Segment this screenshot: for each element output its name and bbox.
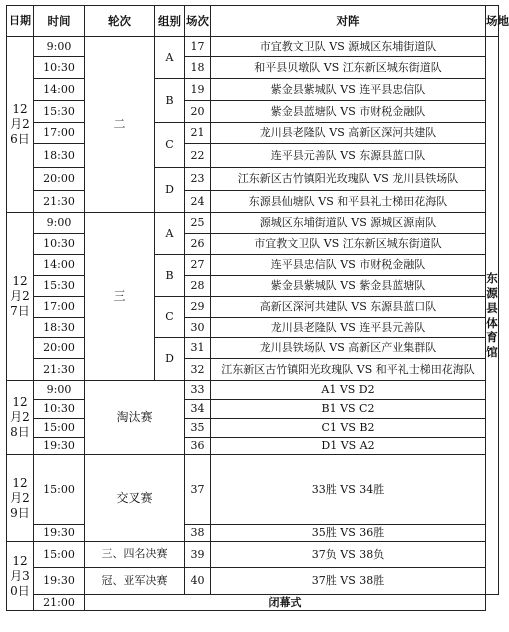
header-time: 时间 xyxy=(34,6,85,37)
table-row xyxy=(7,568,499,595)
matchup-cell: 江东新区古竹镇阳光玫瑰队 VS 龙川县铁场队 xyxy=(211,168,486,191)
match-no-cell: 28 xyxy=(185,276,211,297)
match-no-cell: 27 xyxy=(185,255,211,276)
table-row xyxy=(7,37,499,57)
group-cell: A xyxy=(155,37,185,79)
group-cell: B xyxy=(155,79,185,123)
time-cell: 18:30 xyxy=(34,144,85,168)
group-cell: C xyxy=(155,297,185,338)
time-cell: 17:00 xyxy=(34,123,85,144)
matchup-cell: 37负 VS 38负 xyxy=(211,542,486,568)
match-no-cell: 17 xyxy=(185,37,211,57)
match-no-cell: 21 xyxy=(185,123,211,144)
table-row xyxy=(7,276,499,297)
matchup-cell: 紫金县紫城队 VS 紫金县蓝塘队 xyxy=(211,276,486,297)
round-cell: 冠、亚军决赛 xyxy=(85,568,185,595)
venue-cell: 东源县体育馆 xyxy=(486,37,499,595)
date-cell: 12月26日 xyxy=(7,37,34,213)
table-row xyxy=(7,213,499,234)
time-cell: 18:30 xyxy=(34,318,85,338)
table-row xyxy=(7,542,499,568)
match-no-cell: 40 xyxy=(185,568,211,595)
date-cell: 12月27日 xyxy=(7,213,34,381)
matchup-cell: 市宜教文卫队 VS 源城区东埔街道队 xyxy=(211,37,486,57)
time-cell: 10:30 xyxy=(34,234,85,255)
header-venue: 场地 xyxy=(486,6,499,37)
header-date: 日期 xyxy=(7,6,34,37)
table-row xyxy=(7,79,499,101)
table-row xyxy=(7,381,499,400)
matchup-cell: 东源县仙塘队 VS 和平县礼士梯田花海队 xyxy=(211,191,486,213)
matchup-cell: 龙川县老隆队 VS 连平县元善队 xyxy=(211,318,486,338)
table-row xyxy=(7,57,499,79)
round-cell: 三 xyxy=(85,213,155,381)
matchup-cell: 市宜教文卫队 VS 江东新区城东街道队 xyxy=(211,234,486,255)
match-no-cell: 29 xyxy=(185,297,211,318)
group-cell: D xyxy=(155,168,185,213)
matchup-cell: 和平县贝墩队 VS 江东新区城东街道队 xyxy=(211,57,486,79)
time-cell: 17:00 xyxy=(34,297,85,318)
matchup-cell: 紫金县紫城队 VS 连平县忠信队 xyxy=(211,79,486,101)
match-no-cell: 39 xyxy=(185,542,211,568)
matchup-cell: 连平县忠信队 VS 市财税金融队 xyxy=(211,255,486,276)
matchup-cell: 龙川县老隆队 VS 高新区深河共建队 xyxy=(211,123,486,144)
date-cell: 12月28日 xyxy=(7,381,34,455)
time-cell: 21:30 xyxy=(34,359,85,381)
matchup-cell: C1 VS B2 xyxy=(211,419,486,438)
match-no-cell: 36 xyxy=(185,438,211,455)
group-cell: D xyxy=(155,338,185,381)
group-cell: A xyxy=(155,213,185,255)
match-no-cell: 30 xyxy=(185,318,211,338)
time-cell: 14:00 xyxy=(34,255,85,276)
matchup-cell: 龙川县铁场队 VS 高新区产业集群队 xyxy=(211,338,486,359)
match-no-cell: 37 xyxy=(185,455,211,525)
matchup-cell: 35胜 VS 36胜 xyxy=(211,525,486,542)
table-row xyxy=(7,525,499,542)
match-no-cell: 33 xyxy=(185,381,211,400)
time-cell: 20:00 xyxy=(34,168,85,191)
table-row xyxy=(7,234,499,255)
match-no-cell: 26 xyxy=(185,234,211,255)
match-no-cell: 24 xyxy=(185,191,211,213)
table-row xyxy=(7,400,499,419)
round-cell: 交叉赛 xyxy=(85,455,185,542)
time-cell: 15:00 xyxy=(34,455,85,525)
match-no-cell: 23 xyxy=(185,168,211,191)
matchup-cell: 连平县元善队 VS 东源县蓝口队 xyxy=(211,144,486,168)
match-no-cell: 34 xyxy=(185,400,211,419)
time-cell: 10:30 xyxy=(34,57,85,79)
group-cell: C xyxy=(155,123,185,168)
closing-ceremony-cell: 闭幕式 xyxy=(85,595,486,611)
date-cell: 12月30日 xyxy=(7,542,34,611)
table-row xyxy=(7,338,499,359)
time-cell: 21:30 xyxy=(34,191,85,213)
schedule-table xyxy=(6,5,509,611)
time-cell: 15:00 xyxy=(34,419,85,438)
table-row xyxy=(7,255,499,276)
matchup-cell: 源城区东埔街道队 VS 源城区源南队 xyxy=(211,213,486,234)
matchup-cell: 高新区深河共建队 VS 东源县蓝口队 xyxy=(211,297,486,318)
table-row xyxy=(7,359,499,381)
header-group: 组别 xyxy=(155,6,185,37)
time-cell: 15:00 xyxy=(34,542,85,568)
time-cell: 21:00 xyxy=(34,595,85,611)
table-row xyxy=(7,438,499,455)
table-row xyxy=(7,297,499,318)
table-row xyxy=(7,318,499,338)
matchup-cell: D1 VS A2 xyxy=(211,438,486,455)
table-row xyxy=(7,191,499,213)
header-round: 轮次 xyxy=(85,6,155,37)
time-cell: 14:00 xyxy=(34,79,85,101)
table-row xyxy=(7,419,499,438)
matchup-cell: B1 VS C2 xyxy=(211,400,486,419)
time-cell: 15:30 xyxy=(34,276,85,297)
table-row xyxy=(7,144,499,168)
table-row xyxy=(7,455,499,525)
time-cell: 9:00 xyxy=(34,213,85,234)
round-cell: 二 xyxy=(85,37,155,213)
header-row xyxy=(7,6,499,37)
time-cell: 9:00 xyxy=(34,381,85,400)
match-no-cell: 20 xyxy=(185,101,211,123)
round-cell: 三、四名决赛 xyxy=(85,542,185,568)
round-cell: 淘汰赛 xyxy=(85,381,185,455)
table-row xyxy=(7,123,499,144)
header-matchup: 对阵 xyxy=(211,6,486,37)
match-no-cell: 32 xyxy=(185,359,211,381)
time-cell: 10:30 xyxy=(34,400,85,419)
time-cell: 15:30 xyxy=(34,101,85,123)
table-row xyxy=(7,595,499,611)
date-cell: 12月29日 xyxy=(7,455,34,542)
group-cell: B xyxy=(155,255,185,297)
match-no-cell: 25 xyxy=(185,213,211,234)
time-cell: 9:00 xyxy=(34,37,85,57)
match-no-cell: 38 xyxy=(185,525,211,542)
matchup-cell: 紫金县蓝塘队 VS 市财税金融队 xyxy=(211,101,486,123)
match-no-cell: 18 xyxy=(185,57,211,79)
matchup-cell: 37胜 VS 38胜 xyxy=(211,568,486,595)
time-cell: 20:00 xyxy=(34,338,85,359)
match-no-cell: 22 xyxy=(185,144,211,168)
time-cell: 19:30 xyxy=(34,568,85,595)
time-cell: 19:30 xyxy=(34,525,85,542)
table-row xyxy=(7,168,499,191)
match-no-cell: 19 xyxy=(185,79,211,101)
table-row xyxy=(7,101,499,123)
time-cell: 19:30 xyxy=(34,438,85,455)
matchup-cell: 33胜 VS 34胜 xyxy=(211,455,486,525)
matchup-cell: 江东新区古竹镇阳光玫瑰队 VS 和平礼士梯田花海队 xyxy=(211,359,486,381)
match-no-cell: 31 xyxy=(185,338,211,359)
matchup-cell: A1 VS D2 xyxy=(211,381,486,400)
match-no-cell: 35 xyxy=(185,419,211,438)
header-match-no: 场次 xyxy=(185,6,211,37)
